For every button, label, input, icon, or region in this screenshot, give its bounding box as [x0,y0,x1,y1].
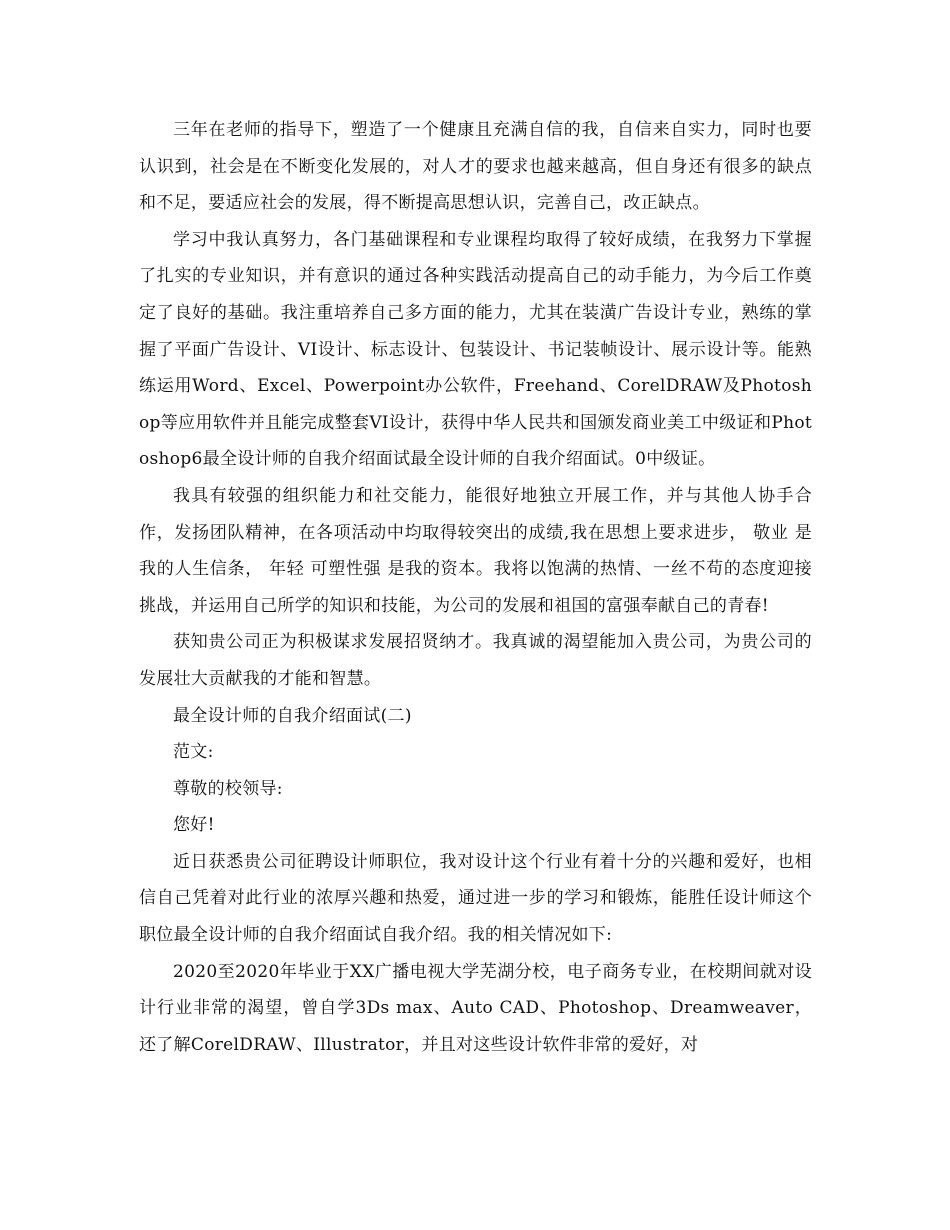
section-title: 最全设计师的自我介绍面试(二) [173,705,412,726]
body-paragraph: 三年在老师的指导下，塑造了一个健康且充满自信的我，自信来自实力，同时也要认识到，社会是在不断变化发展的，对人才的要求也越来越高，但自身还有很多的缺点和不足，要适应社会的发展，得不断提高思想认识，完善自己，改正缺点。 [139,120,812,214]
body-paragraph: 近日获悉贵公司征聘设计师职位，我对设计这个行业有着十分的兴趣和爱好，也相信自己凭着对此行业的浓厚兴趣和热爱，通过进一步的学习和锻炼，能胜任设计师这个职位最全设计师的自我介绍面试自我介绍。我的相关情况如下: [139,851,812,946]
body-paragraph: 2020至2020年毕业于XX广播电视大学芜湖分校，电子商务专业，在校期间就对设计行业非常的渴望，曾自学3Ds max、Auto CAD、Photoshop、Dreamweaver，还了解CorelDRAW、Illustrator，并且对这些设计软件非常的爱好，对 [139,961,812,1055]
salutation: 尊敬的校领导: [173,778,283,799]
body-paragraph: 我具有较强的组织能力和社交能力，能很好地独立开展工作，并与其他人协手合作，发扬团队精神，在各项活动中均取得较突出的成绩,我在思想上要求进步， 敬业 是我的人生信条， 年轻 可塑性强 是我的资本。我将以饱满的热情、一丝不苟的态度迎接挑战，并运用自己所学的知识和技能，为公司的发展和祖国的富强奉献自己的青春! [139,485,812,616]
greeting: 您好! [173,815,215,836]
body-paragraph: 学习中我认真努力，各门基础课程和专业课程均取得了较好成绩，在我努力下掌握了扎实的专业知识，并有意识的通过各种实践活动提高自己的动手能力，为今后工作奠定了良好的基础。我注重培养自己多方面的能力，尤其在装潢广告设计专业，熟练的掌握了平面广告设计、VI设计、标志设计、包装设计、书记装帧设计、展示设计等。能熟练运用Word、Excel、Powerpoint办公软件，Freehand、CorelDRAW及Photoshop等应用软件并且能完成整套VI设计，获得中华人民共和国颁发商业美工中级证和Photoshop6最全设计师的自我介绍面试最全设计师的自我介绍面试。0中级证。 [139,229,812,470]
sample-label: 范文: [173,742,214,763]
document-page [139,112,812,1063]
body-paragraph: 获知贵公司正为积极谋求发展招贤纳才。我真诚的渴望能加入贵公司，为贵公司的发展壮大贡献我的才能和智慧。 [139,632,812,689]
